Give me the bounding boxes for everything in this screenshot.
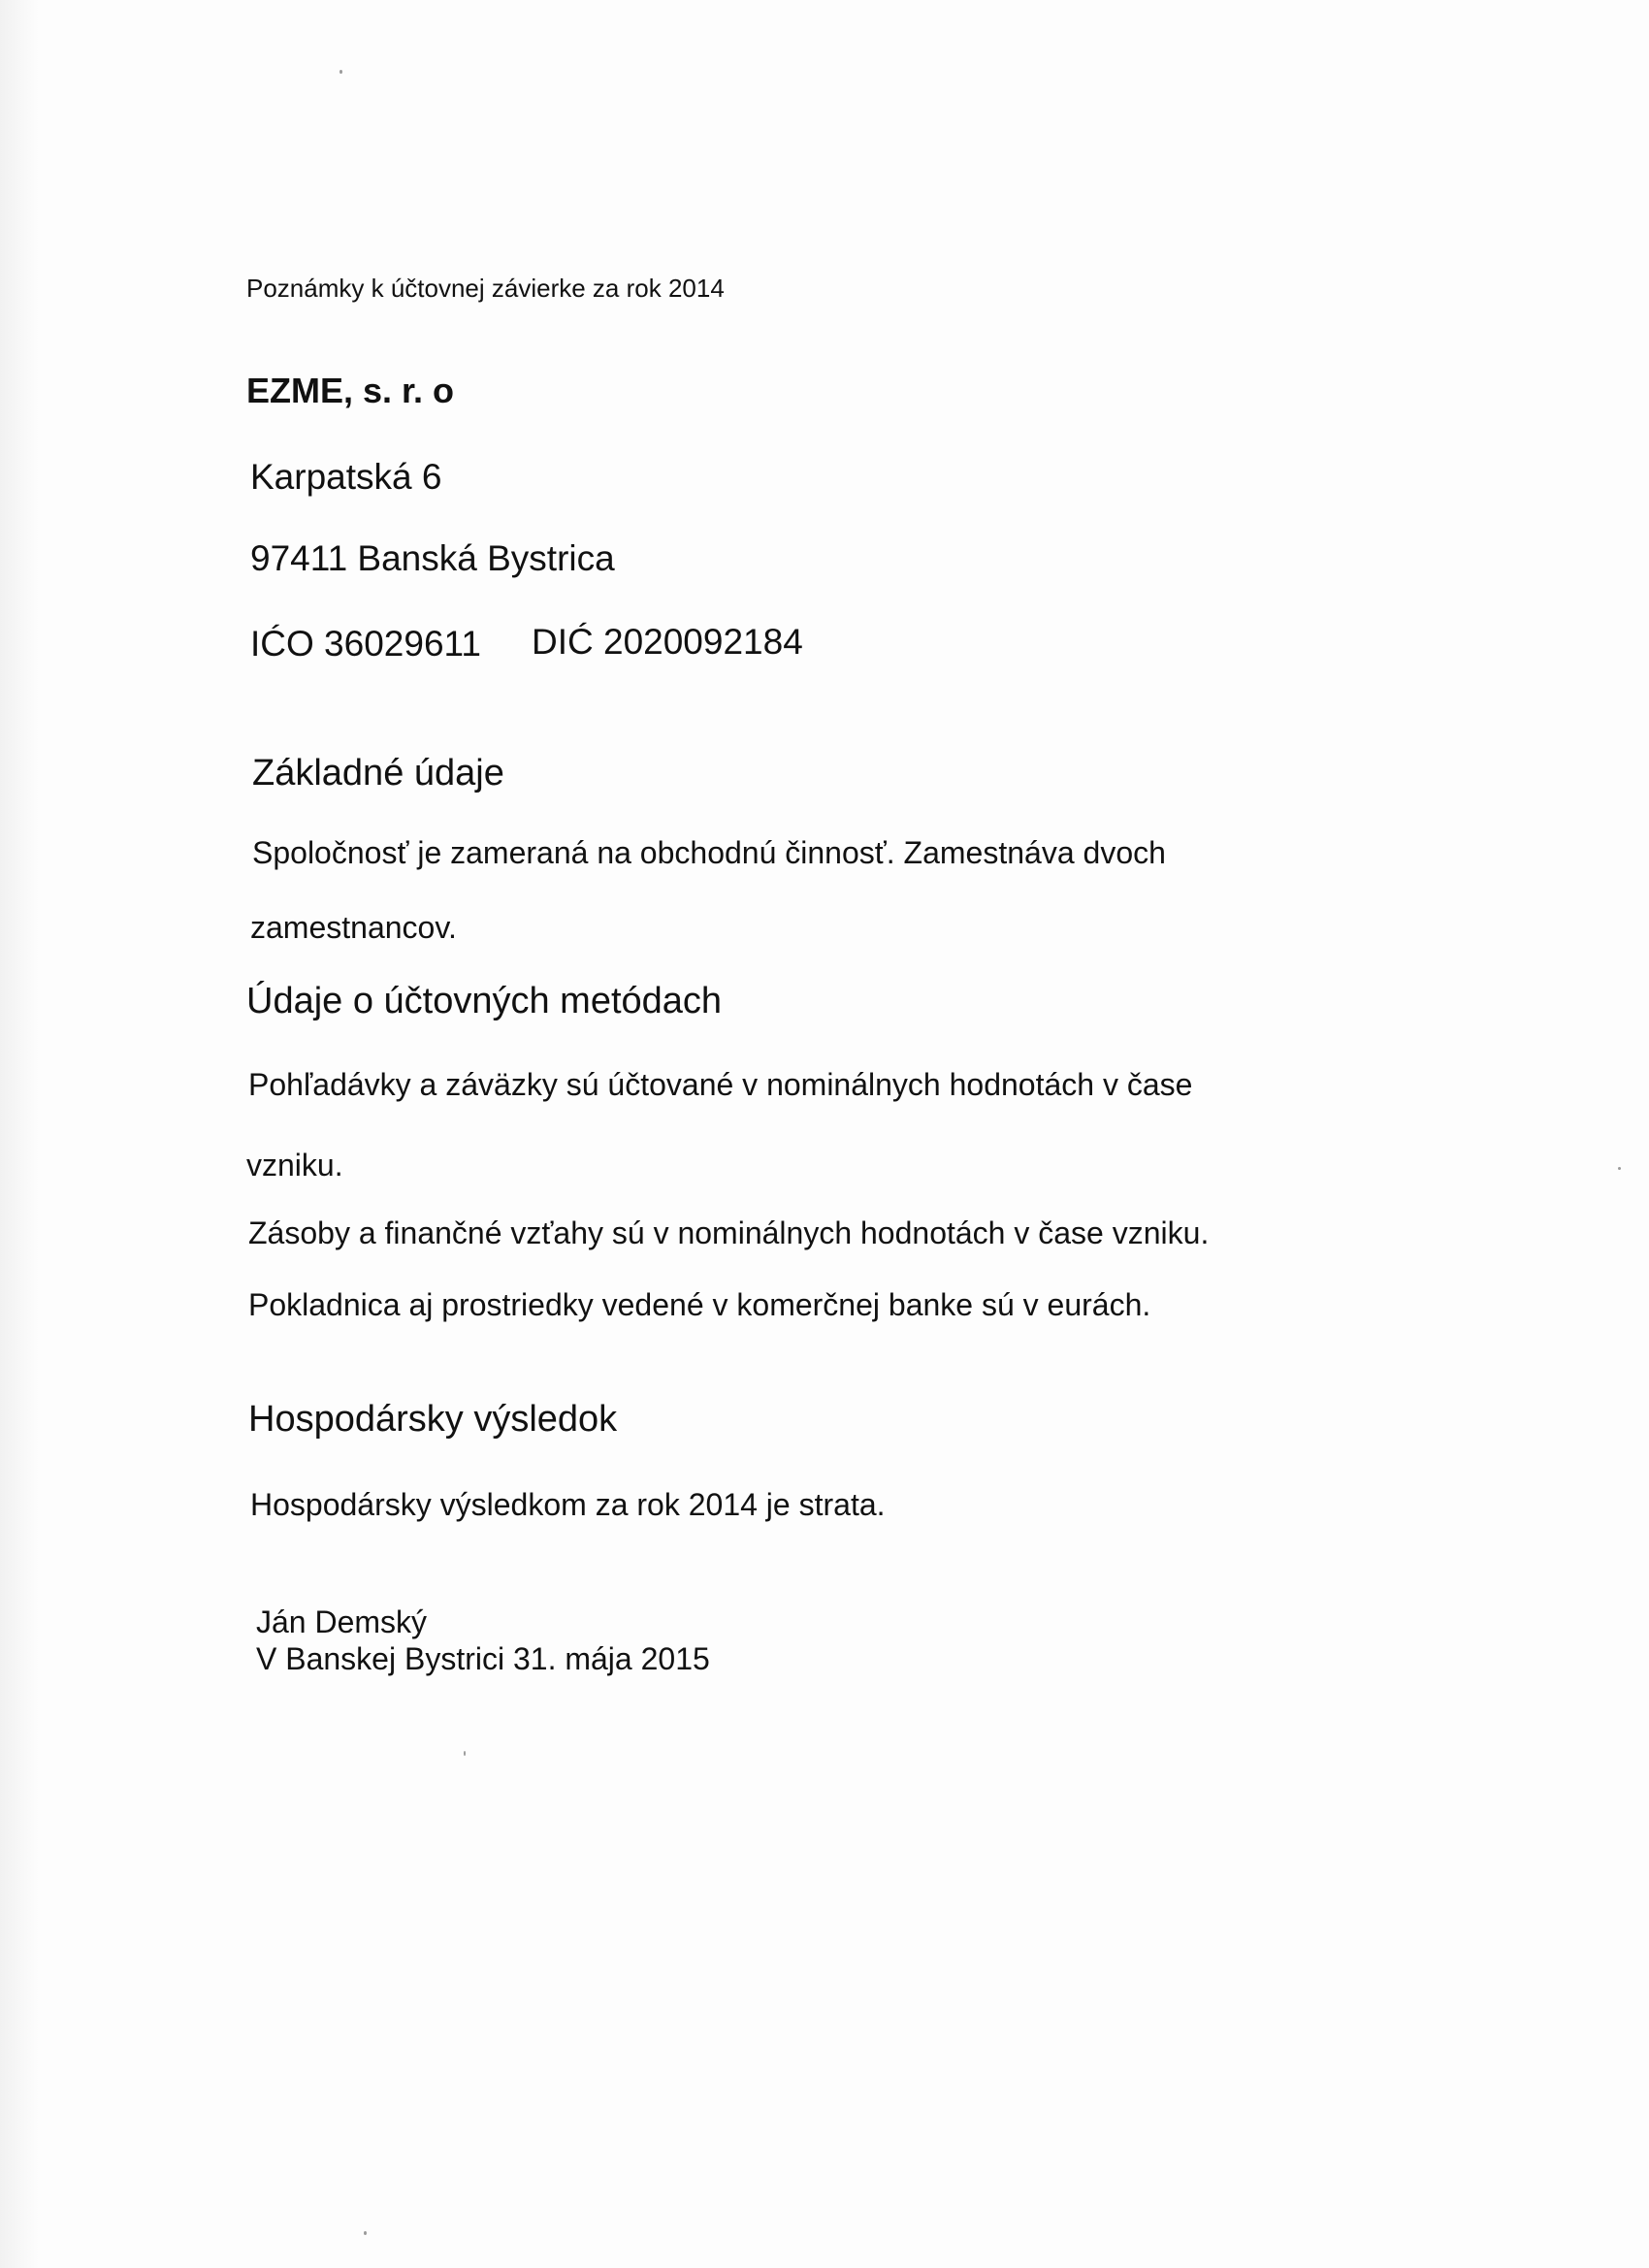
company-dic: DIĆ 2020092184 bbox=[532, 622, 803, 662]
company-ico: IĆO 36029611 bbox=[250, 624, 481, 664]
company-street: Karpatská 6 bbox=[250, 457, 442, 497]
section-line: Zásoby a finančné vzťahy sú v nominálnych hodnotách v čase vzniku. bbox=[248, 1215, 1210, 1250]
section-line: Pokladnica aj prostriedky vedené v komerčnej banke sú v eurách. bbox=[248, 1287, 1151, 1322]
scan-shadow-edge bbox=[0, 0, 39, 2268]
section-line: Hospodársky výsledkom za rok 2014 je strata. bbox=[250, 1487, 886, 1522]
company-city: 97411 Banská Bystrica bbox=[250, 538, 615, 578]
section-heading-economic-result: Hospodársky výsledok bbox=[248, 1399, 618, 1440]
scan-speck bbox=[1618, 1167, 1621, 1170]
section-line: Pohľadávky a záväzky sú účtované v nominálnych hodnotách v čase bbox=[248, 1067, 1193, 1102]
section-line: zamestnancov. bbox=[250, 910, 457, 945]
signature-name: Ján Demský bbox=[256, 1604, 428, 1639]
signature-place-date: V Banskej Bystrici 31. mája 2015 bbox=[256, 1641, 710, 1676]
document-subtitle: Poznámky k účtovnej závierke za rok 2014 bbox=[246, 274, 725, 303]
scan-speck bbox=[364, 2231, 367, 2235]
section-line: Spoločnosť je zameraná na obchodnú činnosť. Zamestnáva dvoch bbox=[252, 835, 1166, 870]
section-heading-basic-info: Základné údaje bbox=[252, 753, 504, 794]
scan-speck bbox=[464, 1751, 466, 1756]
section-heading-accounting-methods: Údaje o účtovných metódach bbox=[246, 981, 723, 1021]
scan-speck bbox=[340, 70, 342, 74]
company-name: EZME, s. r. o bbox=[246, 371, 455, 410]
section-line: vzniku. bbox=[246, 1148, 343, 1183]
